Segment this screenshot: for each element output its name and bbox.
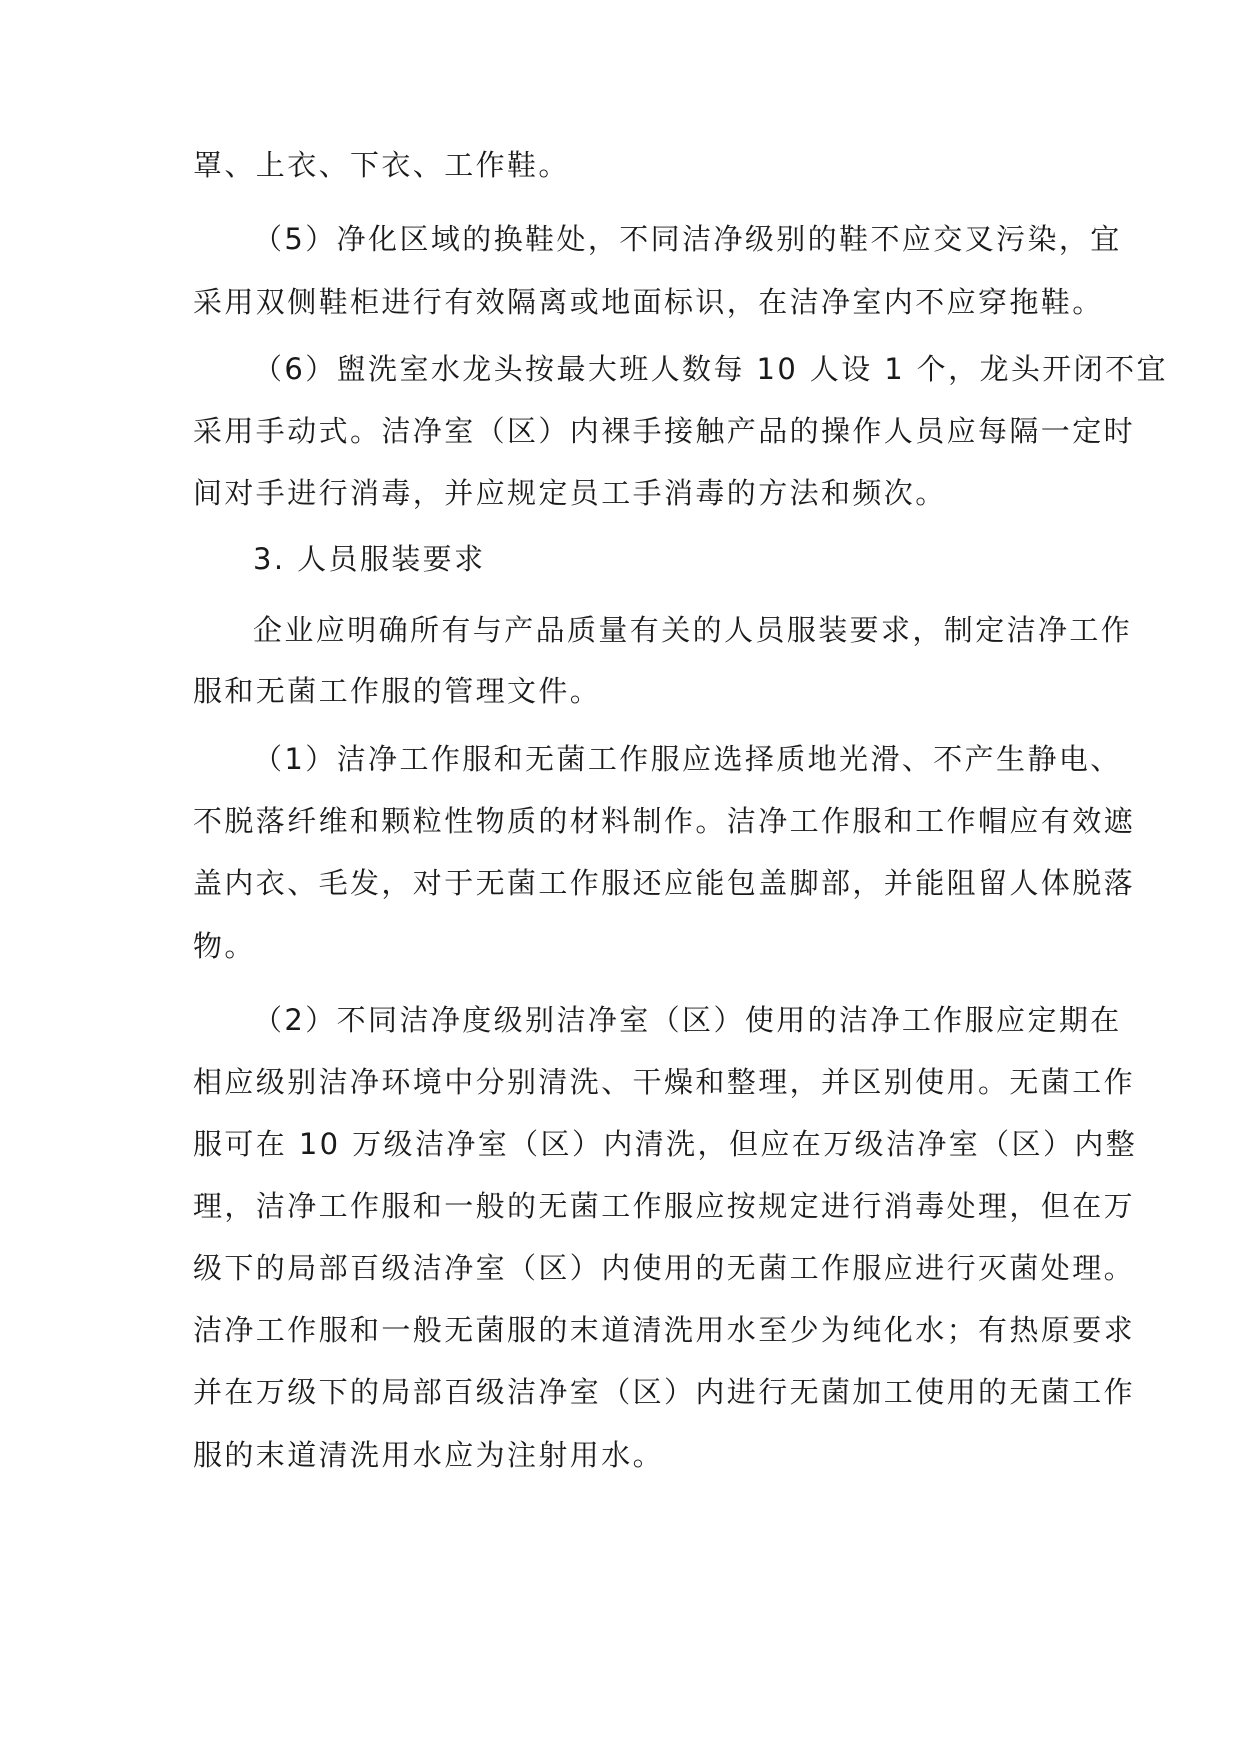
paragraph-1-line-4: 物。: [193, 929, 256, 963]
paragraph-5-line-2: 采用双侧鞋柜进行有效隔离或地面标识，在洁净室内不应穿拖鞋。: [193, 285, 1104, 319]
paragraph-6-line-2: 采用手动式。洁净室（区）内裸手接触产品的操作人员应每隔一定时: [193, 414, 1136, 448]
paragraph-1-line-2: 不脱落纤维和颗粒性物质的材料制作。洁净工作服和工作帽应有效遮: [193, 804, 1136, 838]
paragraph-6-line-1: （6）盥洗室水龙头按最大班人数每 10 人设 1 个，龙头开闭不宜: [253, 352, 1168, 386]
paragraph-1-line-1: （1）洁净工作服和无菌工作服应选择质地光滑、不产生静电、: [253, 742, 1122, 776]
paragraph-1-line-3: 盖内衣、毛发，对于无菌工作服还应能包盖脚部，并能阻留人体脱落: [193, 866, 1136, 900]
paragraph-2-line-3: 服可在 10 万级洁净室（区）内清洗，但应在万级洁净室（区）内整: [193, 1127, 1138, 1161]
paragraph-2-line-1: （2）不同洁净度级别洁净室（区）使用的洁净工作服应定期在: [253, 1003, 1122, 1037]
paragraph-2-line-4: 理，洁净工作服和一般的无菌工作服应按规定进行消毒处理，但在万: [193, 1189, 1136, 1223]
paragraph-2-line-5: 级下的局部百级洁净室（区）内使用的无菌工作服应进行灭菌处理。: [193, 1251, 1136, 1285]
section-heading: 3. 人员服装要求: [253, 542, 486, 576]
paragraph-2-line-7: 并在万级下的局部百级洁净室（区）内进行无菌加工使用的无菌工作: [193, 1375, 1136, 1409]
intro-paragraph-line-2: 服和无菌工作服的管理文件。: [193, 674, 602, 708]
paragraph-5-line-1: （5）净化区域的换鞋处，不同洁净级别的鞋不应交叉污染，宜: [253, 222, 1122, 256]
paragraph-2-line-8: 服的末道清洗用水应为注射用水。: [193, 1438, 665, 1472]
text-line: 罩、上衣、下衣、工作鞋。: [193, 148, 570, 182]
intro-paragraph-line-1: 企业应明确所有与产品质量有关的人员服装要求，制定洁净工作: [253, 613, 1133, 647]
paragraph-6-line-3: 间对手进行消毒，并应规定员工手消毒的方法和频次。: [193, 476, 947, 510]
paragraph-2-line-2: 相应级别洁净环境中分别清洗、干燥和整理，并区别使用。无菌工作: [193, 1065, 1136, 1099]
paragraph-2-line-6: 洁净工作服和一般无菌服的末道清洗用水至少为纯化水；有热原要求: [193, 1313, 1136, 1347]
